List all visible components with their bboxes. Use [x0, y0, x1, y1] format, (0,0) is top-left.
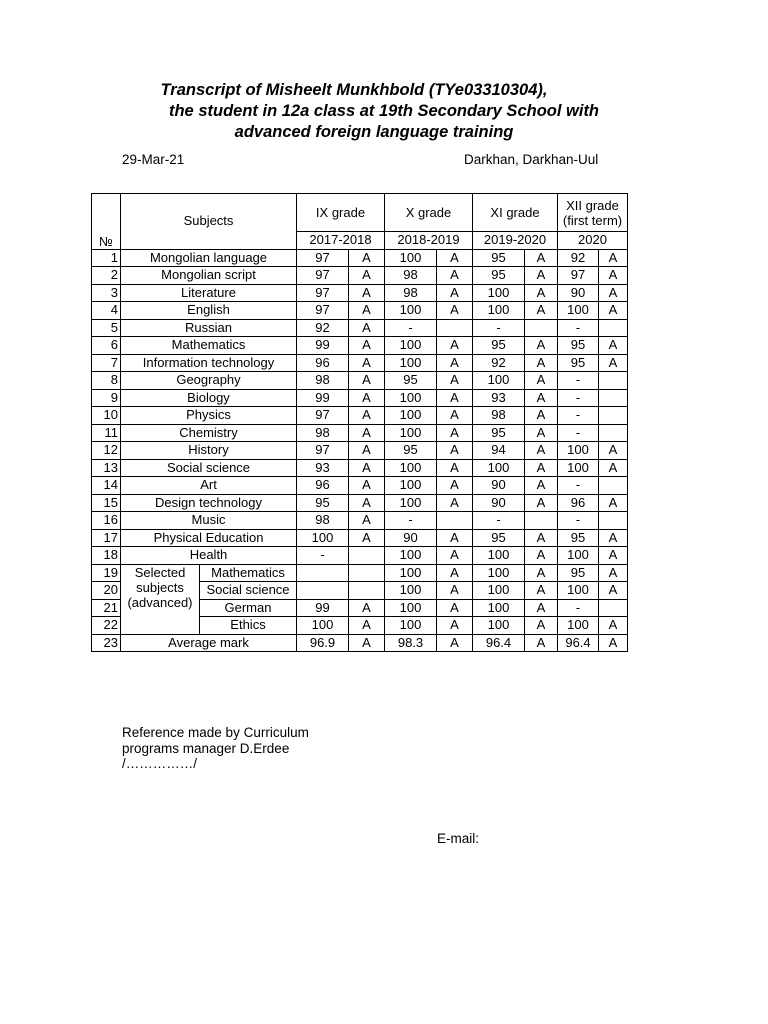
table-row: [92, 564, 628, 582]
letter-grade-cell: [349, 582, 385, 600]
table-row: [92, 459, 628, 477]
subject-name: Russian: [121, 319, 297, 337]
letter-grade-cell: A: [349, 302, 385, 320]
table-row: [92, 284, 628, 302]
table-row: [92, 477, 628, 495]
score-cell: 100: [297, 617, 349, 635]
score-cell: 100: [385, 494, 437, 512]
score-cell: 100: [385, 302, 437, 320]
score-cell: 97: [297, 249, 349, 267]
row-number: 10: [92, 407, 121, 425]
table-row: [92, 249, 628, 267]
score-cell: 100: [558, 442, 599, 460]
year-xi: 2019-2020: [473, 232, 558, 250]
letter-grade-cell: [599, 477, 628, 495]
letter-grade-cell: A: [525, 424, 558, 442]
row-number: 12: [92, 442, 121, 460]
score-cell: 100: [385, 564, 437, 582]
table-row: [92, 512, 628, 530]
table-row: [92, 529, 628, 547]
row-number: 14: [92, 477, 121, 495]
score-cell: 100: [558, 617, 599, 635]
score-cell: 96.9: [297, 634, 349, 652]
grade-ix-header: IX grade: [297, 194, 385, 232]
score-cell: 95: [558, 564, 599, 582]
letter-grade-cell: [599, 424, 628, 442]
letter-grade-cell: A: [349, 634, 385, 652]
letter-grade-cell: [437, 512, 473, 530]
letter-grade-cell: A: [599, 634, 628, 652]
letter-grade-cell: A: [437, 582, 473, 600]
letter-grade-cell: A: [349, 424, 385, 442]
score-cell: 100: [558, 582, 599, 600]
subject-name: Physics: [121, 407, 297, 425]
row-number: 6: [92, 337, 121, 355]
letter-grade-cell: A: [437, 459, 473, 477]
letter-grade-cell: A: [437, 337, 473, 355]
letter-grade-cell: A: [599, 564, 628, 582]
score-cell: 97: [297, 407, 349, 425]
letter-grade-cell: A: [525, 459, 558, 477]
score-cell: -: [558, 599, 599, 617]
score-cell: 92: [473, 354, 525, 372]
letter-grade-cell: A: [349, 407, 385, 425]
subject-name: English: [121, 302, 297, 320]
signature-line: /……………/: [122, 756, 198, 771]
letter-grade-cell: A: [525, 389, 558, 407]
letter-grade-cell: A: [437, 529, 473, 547]
row-number: 9: [92, 389, 121, 407]
letter-grade-cell: A: [437, 389, 473, 407]
title-line-1: Transcript of Misheelt Munkhbold (TYe03310304),: [160, 81, 548, 99]
grade-xii-header: [558, 194, 628, 232]
score-cell: 97: [297, 267, 349, 285]
letter-grade-cell: A: [599, 547, 628, 565]
title-line-3: advanced foreign language training: [234, 123, 514, 141]
letter-grade-cell: A: [349, 617, 385, 635]
number-header: №: [92, 194, 121, 250]
letter-grade-cell: A: [349, 354, 385, 372]
letter-grade-cell: A: [437, 302, 473, 320]
table-row: [92, 319, 628, 337]
row-number: 22: [92, 617, 121, 635]
table-row: [92, 442, 628, 460]
score-cell: 100: [558, 459, 599, 477]
letter-grade-cell: A: [525, 354, 558, 372]
score-cell: 98: [385, 284, 437, 302]
letter-grade-cell: [599, 407, 628, 425]
letter-grade-cell: A: [349, 337, 385, 355]
letter-grade-cell: A: [599, 337, 628, 355]
letter-grade-cell: A: [525, 477, 558, 495]
score-cell: 96: [297, 477, 349, 495]
letter-grade-cell: A: [437, 617, 473, 635]
letter-grade-cell: A: [525, 529, 558, 547]
score-cell: 98: [385, 267, 437, 285]
score-cell: 96: [558, 494, 599, 512]
score-cell: -: [473, 319, 525, 337]
table-row: [92, 494, 628, 512]
letter-grade-cell: A: [437, 424, 473, 442]
score-cell: 98: [297, 372, 349, 390]
letter-grade-cell: A: [437, 494, 473, 512]
letter-grade-cell: A: [349, 477, 385, 495]
letter-grade-cell: A: [349, 389, 385, 407]
score-cell: -: [558, 477, 599, 495]
letter-grade-cell: [437, 319, 473, 337]
score-cell: 100: [297, 529, 349, 547]
letter-grade-cell: A: [349, 284, 385, 302]
score-cell: 100: [473, 617, 525, 635]
letter-grade-cell: A: [525, 582, 558, 600]
score-cell: 92: [297, 319, 349, 337]
letter-grade-cell: A: [525, 547, 558, 565]
year-x: 2018-2019: [385, 232, 473, 250]
score-cell: 95: [385, 442, 437, 460]
letter-grade-cell: A: [525, 599, 558, 617]
table-row: [92, 267, 628, 285]
letter-grade-cell: A: [437, 477, 473, 495]
letter-grade-cell: A: [437, 284, 473, 302]
subject-name: German: [200, 599, 297, 617]
subject-name: Chemistry: [121, 424, 297, 442]
table-row: [92, 372, 628, 390]
subjects-header: Subjects: [121, 194, 297, 250]
score-cell: 98: [297, 512, 349, 530]
letter-grade-cell: A: [525, 634, 558, 652]
letter-grade-cell: [599, 372, 628, 390]
subject-name: Mongolian script: [121, 267, 297, 285]
letter-grade-cell: [599, 389, 628, 407]
letter-grade-cell: A: [437, 564, 473, 582]
table-row: [92, 547, 628, 565]
score-cell: 100: [473, 564, 525, 582]
subject-name: History: [121, 442, 297, 460]
row-number: 17: [92, 529, 121, 547]
letter-grade-cell: A: [599, 442, 628, 460]
row-number: 4: [92, 302, 121, 320]
score-cell: 100: [385, 617, 437, 635]
letter-grade-cell: [525, 319, 558, 337]
letter-grade-cell: A: [525, 372, 558, 390]
letter-grade-cell: A: [349, 442, 385, 460]
letter-grade-cell: [599, 319, 628, 337]
score-cell: [297, 564, 349, 582]
score-cell: -: [473, 512, 525, 530]
score-cell: -: [558, 389, 599, 407]
letter-grade-cell: A: [525, 564, 558, 582]
score-cell: [297, 582, 349, 600]
score-cell: 100: [558, 547, 599, 565]
subject-name: Information technology: [121, 354, 297, 372]
subject-name: Biology: [121, 389, 297, 407]
row-number: 5: [92, 319, 121, 337]
row-number: 16: [92, 512, 121, 530]
letter-grade-cell: A: [437, 599, 473, 617]
table-row: [92, 407, 628, 425]
letter-grade-cell: A: [349, 494, 385, 512]
grades-table: [91, 193, 628, 652]
row-number: 23: [92, 634, 121, 652]
score-cell: 97: [297, 302, 349, 320]
score-cell: 100: [385, 582, 437, 600]
score-cell: 95: [297, 494, 349, 512]
score-cell: 100: [473, 302, 525, 320]
score-cell: 100: [385, 337, 437, 355]
row-number: 18: [92, 547, 121, 565]
table-row: [92, 634, 628, 652]
row-number: 8: [92, 372, 121, 390]
score-cell: 100: [473, 372, 525, 390]
score-cell: 100: [385, 407, 437, 425]
letter-grade-cell: A: [599, 249, 628, 267]
grade-xi-header: XI grade: [473, 194, 558, 232]
reference-note: [122, 725, 309, 772]
subject-name: Design technology: [121, 494, 297, 512]
letter-grade-cell: A: [349, 267, 385, 285]
letter-grade-cell: A: [599, 494, 628, 512]
score-cell: 97: [297, 442, 349, 460]
email-label: E-mail:: [437, 831, 480, 846]
letter-grade-cell: A: [437, 372, 473, 390]
letter-grade-cell: A: [525, 267, 558, 285]
score-cell: -: [558, 512, 599, 530]
row-number: 20: [92, 582, 121, 600]
table-row: [92, 424, 628, 442]
row-number: 19: [92, 564, 121, 582]
subject-name: Music: [121, 512, 297, 530]
subject-name: Health: [121, 547, 297, 565]
score-cell: 100: [385, 599, 437, 617]
letter-grade-cell: A: [437, 354, 473, 372]
score-cell: 95: [385, 372, 437, 390]
row-number: 2: [92, 267, 121, 285]
letter-grade-cell: A: [525, 249, 558, 267]
title-line-2: the student in 12a class at 19th Secondary School with: [168, 102, 600, 120]
score-cell: 100: [385, 354, 437, 372]
letter-grade-cell: A: [525, 617, 558, 635]
score-cell: 100: [473, 459, 525, 477]
score-cell: 100: [385, 477, 437, 495]
subject-name: Social science: [121, 459, 297, 477]
letter-grade-cell: A: [349, 599, 385, 617]
grade-xii-label: XII grade: [566, 197, 619, 213]
score-cell: 97: [558, 267, 599, 285]
score-cell: 100: [385, 547, 437, 565]
subject-name: Average mark: [121, 634, 297, 652]
score-cell: 100: [385, 249, 437, 267]
score-cell: 96.4: [558, 634, 599, 652]
score-cell: -: [558, 372, 599, 390]
letter-grade-cell: [349, 564, 385, 582]
letter-grade-cell: A: [599, 302, 628, 320]
score-cell: 100: [473, 599, 525, 617]
score-cell: 98: [473, 407, 525, 425]
score-cell: 99: [297, 389, 349, 407]
score-cell: 96: [297, 354, 349, 372]
row-number: 3: [92, 284, 121, 302]
subject-name: Physical Education: [121, 529, 297, 547]
row-number: 7: [92, 354, 121, 372]
letter-grade-cell: A: [437, 249, 473, 267]
row-number: 21: [92, 599, 121, 617]
score-cell: 92: [558, 249, 599, 267]
letter-grade-cell: [349, 547, 385, 565]
letter-grade-cell: A: [349, 529, 385, 547]
letter-grade-cell: A: [599, 617, 628, 635]
letter-grade-cell: A: [349, 372, 385, 390]
letter-grade-cell: A: [599, 284, 628, 302]
letter-grade-cell: A: [437, 267, 473, 285]
row-number: 13: [92, 459, 121, 477]
grade-x-header: X grade: [385, 194, 473, 232]
letter-grade-cell: A: [599, 582, 628, 600]
score-cell: 100: [473, 284, 525, 302]
letter-grade-cell: A: [599, 459, 628, 477]
table-row: [92, 302, 628, 320]
row-number: 15: [92, 494, 121, 512]
letter-grade-cell: [599, 599, 628, 617]
row-number: 1: [92, 249, 121, 267]
score-cell: 98: [297, 424, 349, 442]
letter-grade-cell: A: [349, 459, 385, 477]
reference-line-2: programs manager D.Erdee: [122, 740, 290, 756]
letter-grade-cell: A: [525, 494, 558, 512]
score-cell: 100: [385, 424, 437, 442]
letter-grade-cell: A: [599, 529, 628, 547]
score-cell: 90: [558, 284, 599, 302]
score-cell: 90: [385, 529, 437, 547]
score-cell: 100: [385, 389, 437, 407]
letter-grade-cell: A: [437, 442, 473, 460]
letter-grade-cell: A: [599, 354, 628, 372]
subject-name: Ethics: [200, 617, 297, 635]
score-cell: 95: [558, 354, 599, 372]
subject-name: Mathematics: [121, 337, 297, 355]
score-cell: 95: [473, 529, 525, 547]
score-cell: 93: [473, 389, 525, 407]
letter-grade-cell: A: [525, 442, 558, 460]
score-cell: 90: [473, 477, 525, 495]
letter-grade-cell: A: [437, 547, 473, 565]
letter-grade-cell: A: [525, 337, 558, 355]
score-cell: -: [385, 319, 437, 337]
issue-date: 29-Mar-21: [122, 152, 185, 167]
letter-grade-cell: A: [525, 284, 558, 302]
selected-subjects-group-label: Selected subjects (advanced): [121, 564, 200, 634]
letter-grade-cell: A: [349, 512, 385, 530]
table-row: [92, 337, 628, 355]
score-cell: 97: [297, 284, 349, 302]
score-cell: 93: [297, 459, 349, 477]
score-cell: 95: [558, 529, 599, 547]
issue-place: Darkhan, Darkhan-Uul: [464, 152, 599, 167]
letter-grade-cell: A: [349, 249, 385, 267]
letter-grade-cell: A: [525, 302, 558, 320]
table-row: [92, 354, 628, 372]
subject-name: Mathematics: [200, 564, 297, 582]
letter-grade-cell: A: [599, 267, 628, 285]
score-cell: -: [297, 547, 349, 565]
score-cell: 96.4: [473, 634, 525, 652]
letter-grade-cell: A: [525, 407, 558, 425]
score-cell: -: [385, 512, 437, 530]
table-row: [92, 389, 628, 407]
score-cell: -: [558, 319, 599, 337]
letter-grade-cell: [525, 512, 558, 530]
letter-grade-cell: A: [437, 407, 473, 425]
score-cell: 90: [473, 494, 525, 512]
score-cell: 95: [558, 337, 599, 355]
subject-name: Art: [121, 477, 297, 495]
score-cell: 99: [297, 337, 349, 355]
subject-name: Social science: [200, 582, 297, 600]
header-row-1: [92, 194, 628, 232]
score-cell: 98.3: [385, 634, 437, 652]
reference-line-1: Reference made by Curriculum: [122, 725, 309, 740]
subject-name: Geography: [121, 372, 297, 390]
score-cell: -: [558, 407, 599, 425]
score-cell: 100: [473, 582, 525, 600]
subject-name: Mongolian language: [121, 249, 297, 267]
year-xii: 2020: [558, 232, 628, 250]
score-cell: 94: [473, 442, 525, 460]
score-cell: 100: [473, 547, 525, 565]
score-cell: 100: [385, 459, 437, 477]
score-cell: -: [558, 424, 599, 442]
score-cell: 95: [473, 337, 525, 355]
score-cell: 95: [473, 424, 525, 442]
letter-grade-cell: A: [437, 634, 473, 652]
grade-xii-term: (first term): [562, 212, 623, 228]
document-title: [0, 80, 768, 143]
subject-name: Literature: [121, 284, 297, 302]
letter-grade-cell: [599, 512, 628, 530]
row-number: 11: [92, 424, 121, 442]
score-cell: 95: [473, 249, 525, 267]
score-cell: 100: [558, 302, 599, 320]
score-cell: 99: [297, 599, 349, 617]
letter-grade-cell: A: [349, 319, 385, 337]
score-cell: 95: [473, 267, 525, 285]
year-ix: 2017-2018: [297, 232, 385, 250]
